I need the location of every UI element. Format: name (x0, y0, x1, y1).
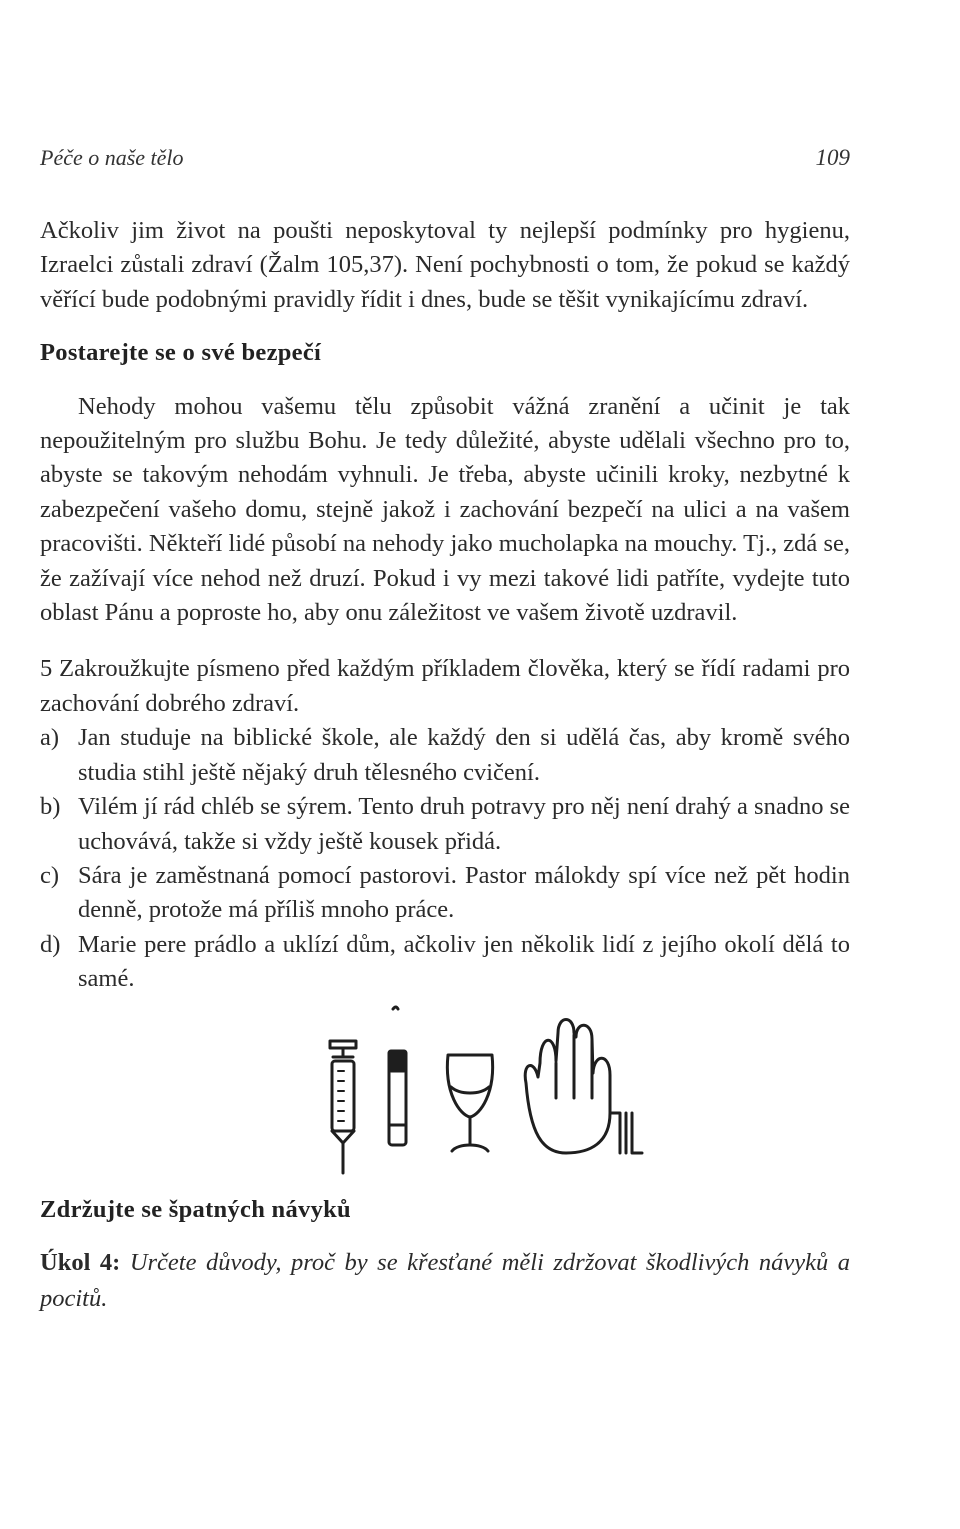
running-title: Péče o naše tělo (40, 145, 184, 170)
option-letter[interactable]: d) (40, 930, 61, 958)
task-text: Určete důvody, proč by se křesťané měli zdržovat škodlivých návyků a pocitů. (40, 1248, 850, 1312)
option-text: Vilém jí rád chléb se sýrem. Tento druh potravy pro něj není drahý a snadno se uchovává, takže si vždy ještě kousek přidá. (78, 793, 850, 855)
syringe-icon (330, 1041, 356, 1173)
cigarette-icon (389, 1007, 406, 1145)
option-letter[interactable]: c) (40, 861, 60, 889)
page-content (40, 214, 850, 1317)
option-text: Sára je zaměstnaná pomocí pastorovi. Pastor málokdy spí více než pět hodin denně, protože má příliš mnoho práce. (78, 861, 850, 924)
option-letter[interactable]: a) (40, 724, 60, 752)
section-heading-safety: Postarejte se o své bezpečí (40, 339, 322, 367)
option-letter[interactable]: b) (40, 793, 61, 821)
page-number: 109 (815, 145, 850, 170)
exercise-options (40, 721, 850, 996)
section-heading-habits: Zdržujte se špatných návyků (40, 1195, 351, 1223)
option-text: Marie pere prádlo a uklízí dům, ačkoliv jen několik lidí z jejího okolí dělá to samé. (78, 930, 850, 993)
option-d[interactable] (40, 928, 850, 997)
running-head (40, 140, 850, 176)
option-b[interactable] (40, 790, 850, 859)
exercise-prompt (40, 652, 850, 721)
task-4 (40, 1245, 850, 1317)
exercise-number: 5 (40, 655, 53, 683)
illustration-svg (320, 1003, 720, 1193)
task-label: Úkol 4: (40, 1248, 121, 1276)
option-c[interactable] (40, 859, 850, 928)
intro-paragraph: Ačkoliv jim život na poušti neposkytoval ty nejlepší podmínky pro hygienu, Izraelci zůstali zdraví (Žalm 105,37). Není pochybnosti o tom, že pokud se každý věřící bude podobnými pravidly řídit i dnes, bude se těšit vynikajícímu zdraví. (40, 217, 850, 313)
exercise-prompt-text: Zakroužkujte písmeno před každým příkladem člověka, který se řídí radami pro zachování dobrého zdraví. (40, 655, 850, 717)
safety-paragraph: Nehody mohou vašemu tělu způsobit vážná zranění a učinit je tak nepoužitelným pro službu Bohu. Je tedy důležité, abyste udělali všechno pro to, abyste se takovým nehodám vyhnuli. Je třeba, abyste učinili kroky, nezbytné k zabezpečení vašeho domu, stejně jakož i zachování bezpečí na ulici a na vašem pracovišti. Někteří lidé působí na nehody jako mucholapka na mouchy. Tj., zdá se, že zažívají více nehod než druzí. Pokud i vy mezi takové lidi patříte, vydejte tuto oblast Pánu a poproste ho, aby onu záležitost ve vašem životě uzdravil. (40, 392, 850, 627)
option-text: Jan studuje na biblické škole, ale každý den si udělá čas, aby kromě svého studia stihl ještě nějaký druh tělesného cvičení. (78, 724, 850, 786)
option-a[interactable] (40, 721, 850, 790)
exercise-5 (40, 652, 850, 996)
stop-hand-icon (525, 1019, 642, 1153)
bad-habits-illustration (40, 1003, 850, 1193)
wine-glass-icon (447, 1055, 492, 1151)
